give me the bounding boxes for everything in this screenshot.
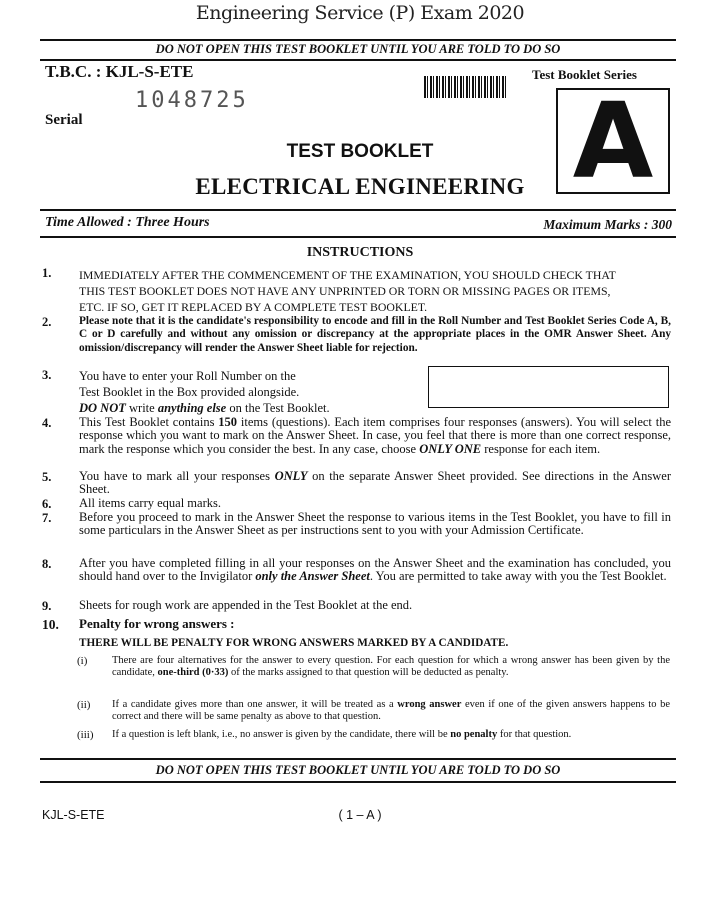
sub-item-number: (iii)	[77, 729, 94, 741]
item-number: 9.	[42, 599, 52, 613]
item-number: 5.	[42, 470, 52, 484]
penalty-sub-item-1: There are four alternatives for the answer to every question. For each question for which a wrong answer has been given by the candidate, one-third (0·33) of the marks assigned to that question will be deducted as penalty.	[112, 655, 670, 679]
penalty-heading: Penalty for wrong answers :	[79, 616, 235, 631]
item-number: 1.	[42, 266, 52, 280]
instruction-item-5: You have to mark all your responses ONLY on the separate Answer Sheet provided. See directions in the Answer Sheet.	[79, 469, 671, 497]
instruction-item-9: Sheets for rough work are appended in the Test Booklet at the end.	[79, 598, 413, 612]
instruction-item-8: After you have completed filling in all your responses on the Answer Sheet and the examination has concluded, you should hand over to the Invigilator only the Answer Sheet. You are permitted to take away with you the Test Booklet.	[79, 556, 671, 584]
item-number: 2.	[42, 315, 52, 329]
test-booklet-series-label: Test Booklet Series	[532, 67, 637, 82]
barcode-image	[424, 76, 508, 98]
tbc-code: T.B.C. : KJL-S-ETE	[45, 62, 194, 81]
sub-item-number: (i)	[77, 655, 88, 667]
instruction-item-7: Before you proceed to mark in the Answer Sheet the response to various items in the Test Booklet, you have to fill in some particulars in the Answer Sheet as per instructions sent to you with your Admission Certificate.	[79, 510, 671, 538]
instruction-item-1: IMMEDIATELY AFTER THE COMMENCEMENT OF THE EXAMINATION, YOU SHOULD CHECK THAT THIS TEST BOOKLET DOES NOT HAVE ANY UNPRINTED OR TORN OR MISSING PAGES OR ITEMS, ETC. IF SO, GET IT REPLACED BY A COMPLETE TEST BOOKLET.	[79, 268, 616, 314]
serial-number: 1048725	[135, 88, 249, 113]
subject-title: ELECTRICAL ENGINEERING	[195, 174, 525, 199]
instruction-item-6: All items carry equal marks.	[79, 496, 221, 510]
footer-code: KJL-S-ETE	[42, 808, 105, 822]
item-number: 3.	[42, 368, 52, 382]
bottom-rule-2	[40, 781, 676, 783]
time-allowed: Time Allowed : Three Hours	[45, 215, 210, 230]
series-letter: A	[572, 80, 654, 202]
handwritten-exam-header: Engineering Service (P) Exam 2020	[195, 2, 525, 24]
do-not-open-notice-top: DO NOT OPEN THIS TEST BOOKLET UNTIL YOU ARE TOLD TO DO SO	[155, 42, 561, 56]
instructions-heading: INSTRUCTIONS	[306, 245, 414, 260]
top-rule	[40, 39, 676, 41]
footer-page-number: ( 1 – A )	[338, 808, 382, 822]
instruction-item-3: You have to enter your Roll Number on the Test Booklet in the Box provided alongside. DO NOT write anything else on the Test Booklet.	[79, 369, 330, 415]
sub-item-number: (ii)	[77, 699, 91, 711]
roll-number-box[interactable]	[428, 366, 669, 408]
maximum-marks: Maximum Marks : 300	[543, 217, 672, 232]
section-rule-bottom	[40, 236, 676, 238]
penalty-sub-item-3: If a question is left blank, i.e., no answer is given by the candidate, there will be no penalty for that question.	[112, 729, 572, 740]
penalty-statement: THERE WILL BE PENALTY FOR WRONG ANSWERS MARKED BY A CANDIDATE.	[79, 637, 509, 649]
item-number: 8.	[42, 557, 52, 571]
do-not-open-notice-bottom: DO NOT OPEN THIS TEST BOOKLET UNTIL YOU ARE TOLD TO DO SO	[155, 763, 561, 777]
top-rule-2	[40, 59, 676, 61]
instruction-item-4: This Test Booklet contains 150 items (questions). Each item comprises four responses (answers). You will select the response which you want to mark on the Answer Sheet. In case, you feel that there is more than one correct response, mark the response which you consider the best. In any case, choose ONLY ONE response for each item.	[79, 415, 672, 456]
item-number: 6.	[42, 497, 52, 511]
penalty-sub-item-2: If a candidate gives more than one answer, it will be treated as a wrong answer even if one of the given answers happens to be correct and there will be same penalty as above to that question.	[112, 699, 670, 723]
booklet-title: TEST BOOKLET	[286, 141, 434, 162]
section-rule-top	[40, 209, 676, 211]
bottom-rule	[40, 758, 676, 760]
item-number: 10.	[42, 617, 59, 632]
item-number: 7.	[42, 511, 52, 525]
serial-label: Serial	[45, 112, 83, 128]
item-number: 4.	[42, 416, 52, 430]
instruction-item-2: Please note that it is the candidate's responsibility to encode and fill in the Roll Number and Test Booklet Series Code A, B, C or D carefully and without any omission or discrepancy at the appropriate places in the OMR Answer Sheet. Any omission/discrepancy will render the Answer Sheet liable for rejection.	[79, 315, 671, 354]
